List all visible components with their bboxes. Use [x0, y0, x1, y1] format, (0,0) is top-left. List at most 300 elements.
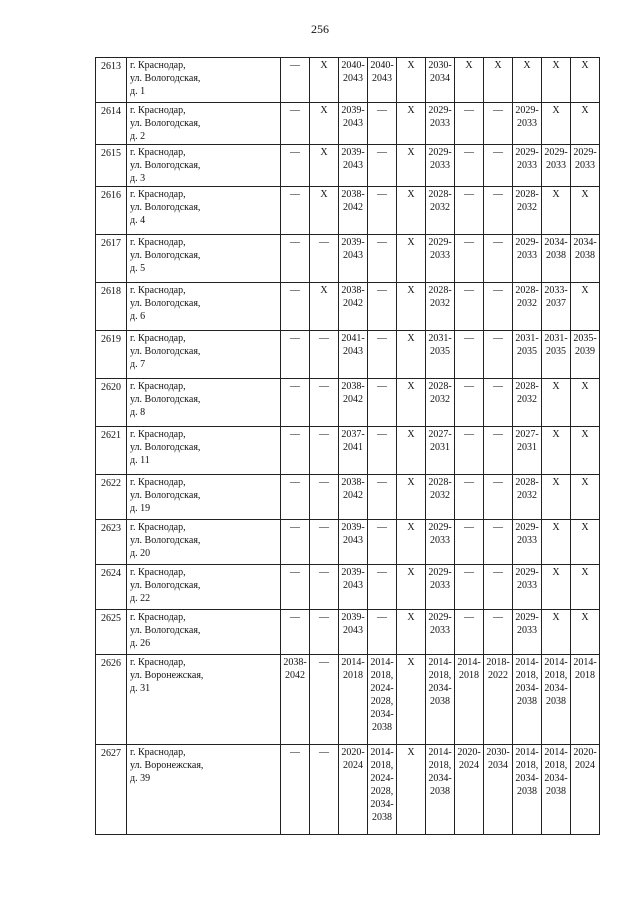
table-row	[96, 187, 600, 235]
value-cell	[339, 475, 368, 520]
address-line: д. 19	[130, 503, 151, 514]
value-cell	[368, 655, 397, 745]
register-table	[95, 57, 600, 835]
address-cell	[127, 331, 281, 379]
cell-value: —	[319, 567, 329, 578]
value-cell	[571, 427, 600, 475]
value-cell	[513, 475, 542, 520]
address-line: д. 6	[130, 311, 146, 322]
value-cell	[281, 103, 310, 145]
cell-value: 2028- 2032	[515, 477, 539, 501]
cell-value: 2029- 2033	[515, 105, 539, 129]
cell-value: —	[290, 381, 300, 392]
cell-value: 2027- 2031	[428, 429, 452, 453]
cell-value: 2014- 2018, 2024- 2028, 2034- 2038	[370, 747, 394, 823]
cell-value: —	[464, 567, 474, 578]
value-cell	[426, 145, 455, 187]
value-cell	[513, 745, 542, 835]
table-row	[96, 379, 600, 427]
address-line: ул. Вологодская,	[130, 394, 201, 405]
cell-value: —	[493, 285, 503, 296]
table-row	[96, 235, 600, 283]
value-cell	[310, 58, 339, 103]
value-cell	[455, 475, 484, 520]
value-cell	[513, 520, 542, 565]
cell-value: —	[319, 237, 329, 248]
cell-value: X	[320, 60, 328, 71]
cell-value: 2028- 2032	[428, 285, 452, 309]
cell-value: X	[407, 381, 415, 392]
cell-value: —	[377, 612, 387, 623]
cell-value: X	[407, 522, 415, 533]
cell-value: 2039- 2043	[341, 237, 365, 261]
value-cell	[339, 331, 368, 379]
cell-value: 2034- 2038	[573, 237, 597, 261]
cell-value: —	[377, 285, 387, 296]
cell-value: 2031- 2035	[515, 333, 539, 357]
value-cell	[310, 745, 339, 835]
cell-value: —	[464, 105, 474, 116]
address-cell	[127, 235, 281, 283]
value-cell	[455, 379, 484, 427]
cell-value: —	[493, 105, 503, 116]
cell-value: —	[290, 237, 300, 248]
cell-value: —	[319, 522, 329, 533]
table-row	[96, 58, 600, 103]
cell-value: 2039- 2043	[341, 612, 365, 636]
value-cell	[513, 58, 542, 103]
cell-value: 2039- 2043	[341, 147, 365, 171]
table-row	[96, 655, 600, 745]
value-cell	[426, 520, 455, 565]
cell-value: —	[464, 189, 474, 200]
cell-value: 2033- 2037	[544, 285, 568, 309]
cell-value: —	[377, 381, 387, 392]
value-cell	[339, 187, 368, 235]
row-number: 2616	[96, 187, 127, 235]
cell-value: —	[464, 522, 474, 533]
cell-value: 2020- 2024	[457, 747, 481, 771]
row-number: 2624	[96, 565, 127, 610]
value-cell	[542, 745, 571, 835]
cell-value: —	[319, 747, 329, 758]
table-row	[96, 520, 600, 565]
value-cell	[310, 283, 339, 331]
cell-value: X	[581, 477, 589, 488]
value-cell	[368, 475, 397, 520]
value-cell	[368, 427, 397, 475]
table-row	[96, 610, 600, 655]
value-cell	[571, 565, 600, 610]
cell-value: 2014- 2018, 2034- 2038	[544, 657, 568, 707]
address-line: д. 11	[130, 455, 150, 466]
row-number: 2622	[96, 475, 127, 520]
value-cell	[281, 235, 310, 283]
value-cell	[310, 565, 339, 610]
value-cell	[542, 655, 571, 745]
address-line: д. 3	[130, 173, 146, 184]
cell-value: 2028- 2032	[428, 381, 452, 405]
address-cell	[127, 187, 281, 235]
value-cell	[426, 475, 455, 520]
value-cell	[368, 520, 397, 565]
value-cell	[542, 331, 571, 379]
cell-value: —	[377, 567, 387, 578]
cell-value: 2038- 2042	[341, 381, 365, 405]
value-cell	[484, 520, 513, 565]
value-cell	[571, 475, 600, 520]
address-line: д. 5	[130, 263, 146, 274]
address-line: ул. Воронежская,	[130, 670, 204, 681]
address-line: д. 1	[130, 86, 146, 97]
table-row	[96, 475, 600, 520]
value-cell	[339, 655, 368, 745]
value-cell	[368, 283, 397, 331]
value-cell	[368, 187, 397, 235]
cell-value: 2039- 2043	[341, 105, 365, 129]
value-cell	[484, 655, 513, 745]
cell-value: —	[464, 477, 474, 488]
cell-value: —	[290, 333, 300, 344]
value-cell	[339, 58, 368, 103]
value-cell	[455, 103, 484, 145]
cell-value: —	[290, 147, 300, 158]
value-cell	[339, 379, 368, 427]
value-cell	[513, 283, 542, 331]
cell-value: X	[552, 429, 560, 440]
value-cell	[484, 475, 513, 520]
value-cell	[368, 58, 397, 103]
cell-value: 2014- 2018, 2024- 2028, 2034- 2038	[370, 657, 394, 733]
address-cell	[127, 103, 281, 145]
row-number: 2618	[96, 283, 127, 331]
cell-value: X	[407, 657, 415, 668]
cell-value: 2020- 2024	[341, 747, 365, 771]
value-cell	[542, 145, 571, 187]
cell-value: 2030- 2034	[428, 60, 452, 84]
row-number: 2626	[96, 655, 127, 745]
value-cell	[397, 655, 426, 745]
cell-value: —	[493, 567, 503, 578]
cell-value: X	[581, 612, 589, 623]
value-cell	[397, 145, 426, 187]
address-line: г. Краснодар,	[130, 747, 186, 758]
value-cell	[281, 187, 310, 235]
cell-value: 2018- 2022	[486, 657, 510, 681]
value-cell	[542, 475, 571, 520]
value-cell	[455, 235, 484, 283]
row-number: 2623	[96, 520, 127, 565]
address-line: ул. Вологодская,	[130, 490, 201, 501]
value-cell	[368, 235, 397, 283]
cell-value: X	[407, 333, 415, 344]
cell-value: 2029- 2033	[428, 237, 452, 261]
cell-value: —	[493, 147, 503, 158]
value-cell	[397, 427, 426, 475]
value-cell	[484, 331, 513, 379]
value-cell	[484, 379, 513, 427]
value-cell	[484, 187, 513, 235]
cell-value: 2028- 2032	[515, 381, 539, 405]
address-cell	[127, 145, 281, 187]
row-number: 2617	[96, 235, 127, 283]
value-cell	[339, 745, 368, 835]
value-cell	[397, 379, 426, 427]
value-cell	[426, 655, 455, 745]
value-cell	[397, 283, 426, 331]
address-line: г. Краснодар,	[130, 522, 186, 533]
cell-value: 2035- 2039	[573, 333, 597, 357]
address-cell	[127, 427, 281, 475]
cell-value: —	[377, 105, 387, 116]
table-row	[96, 427, 600, 475]
value-cell	[455, 58, 484, 103]
value-cell	[455, 520, 484, 565]
row-number: 2627	[96, 745, 127, 835]
cell-value: 2038- 2042	[341, 285, 365, 309]
value-cell	[426, 331, 455, 379]
value-cell	[339, 610, 368, 655]
value-cell	[397, 475, 426, 520]
value-cell	[513, 145, 542, 187]
value-cell	[571, 235, 600, 283]
cell-value: X	[407, 477, 415, 488]
value-cell	[397, 610, 426, 655]
cell-value: —	[493, 333, 503, 344]
cell-value: 2014- 2018, 2034- 2038	[515, 657, 539, 707]
value-cell	[281, 58, 310, 103]
cell-value: —	[493, 429, 503, 440]
cell-value: 2031- 2035	[428, 333, 452, 357]
value-cell	[397, 565, 426, 610]
value-cell	[484, 610, 513, 655]
cell-value: X	[552, 567, 560, 578]
cell-value: —	[464, 429, 474, 440]
cell-value: 2029- 2033	[515, 522, 539, 546]
value-cell	[484, 235, 513, 283]
value-cell	[542, 103, 571, 145]
table-row	[96, 145, 600, 187]
value-cell	[397, 187, 426, 235]
value-cell	[542, 187, 571, 235]
cell-value: 2038- 2042	[341, 189, 365, 213]
address-line: ул. Вологодская,	[130, 625, 201, 636]
value-cell	[455, 187, 484, 235]
address-line: г. Краснодар,	[130, 60, 186, 71]
value-cell	[455, 610, 484, 655]
address-line: д. 31	[130, 683, 151, 694]
address-line: ул. Вологодская,	[130, 250, 201, 261]
value-cell	[397, 520, 426, 565]
address-line: г. Краснодар,	[130, 429, 186, 440]
value-cell	[571, 520, 600, 565]
cell-value: X	[581, 381, 589, 392]
cell-value: —	[319, 657, 329, 668]
value-cell	[484, 58, 513, 103]
value-cell	[455, 331, 484, 379]
value-cell	[339, 427, 368, 475]
cell-value: 2040- 2043	[341, 60, 365, 84]
address-line: д. 26	[130, 638, 151, 649]
row-number: 2621	[96, 427, 127, 475]
row-number: 2619	[96, 331, 127, 379]
address-line: ул. Вологодская,	[130, 73, 201, 84]
cell-value: X	[407, 60, 415, 71]
cell-value: X	[407, 747, 415, 758]
address-cell	[127, 565, 281, 610]
value-cell	[484, 565, 513, 610]
value-cell	[310, 520, 339, 565]
value-cell	[368, 565, 397, 610]
value-cell	[281, 331, 310, 379]
value-cell	[426, 58, 455, 103]
cell-value: 2029- 2033	[515, 567, 539, 591]
value-cell	[281, 565, 310, 610]
value-cell	[513, 655, 542, 745]
value-cell	[513, 427, 542, 475]
cell-value: X	[552, 105, 560, 116]
cell-value: —	[290, 105, 300, 116]
value-cell	[397, 331, 426, 379]
cell-value: X	[407, 429, 415, 440]
cell-value: 2038- 2042	[283, 657, 307, 681]
value-cell	[455, 745, 484, 835]
value-cell	[571, 58, 600, 103]
value-cell	[281, 283, 310, 331]
cell-value: X	[581, 60, 589, 71]
cell-value: 2028- 2032	[515, 285, 539, 309]
cell-value: X	[407, 189, 415, 200]
value-cell	[339, 235, 368, 283]
cell-value: 2030- 2034	[486, 747, 510, 771]
address-line: ул. Вологодская,	[130, 298, 201, 309]
value-cell	[339, 283, 368, 331]
value-cell	[368, 745, 397, 835]
value-cell	[426, 610, 455, 655]
value-cell	[310, 235, 339, 283]
value-cell	[542, 283, 571, 331]
cell-value: 2041- 2043	[341, 333, 365, 357]
cell-value: X	[552, 522, 560, 533]
cell-value: —	[464, 381, 474, 392]
address-line: ул. Вологодская,	[130, 160, 201, 171]
value-cell	[513, 187, 542, 235]
cell-value: 2027- 2031	[515, 429, 539, 453]
cell-value: —	[377, 522, 387, 533]
cell-value: X	[581, 189, 589, 200]
cell-value: 2028- 2032	[515, 189, 539, 213]
cell-value: 2028- 2032	[428, 189, 452, 213]
value-cell	[426, 745, 455, 835]
address-line: д. 2	[130, 131, 146, 142]
cell-value: —	[319, 333, 329, 344]
cell-value: 2029- 2033	[515, 237, 539, 261]
cell-value: 2029- 2033	[428, 147, 452, 171]
value-cell	[542, 427, 571, 475]
table-row	[96, 565, 600, 610]
value-cell	[513, 610, 542, 655]
cell-value: 2020- 2024	[573, 747, 597, 771]
cell-value: —	[493, 237, 503, 248]
cell-value: 2037- 2041	[341, 429, 365, 453]
cell-value: —	[290, 477, 300, 488]
row-number: 2615	[96, 145, 127, 187]
value-cell	[310, 379, 339, 427]
cell-value: X	[581, 429, 589, 440]
cell-value: X	[494, 60, 502, 71]
cell-value: 2029- 2033	[428, 105, 452, 129]
address-line: ул. Вологодская,	[130, 580, 201, 591]
value-cell	[281, 379, 310, 427]
cell-value: 2029- 2033	[573, 147, 597, 171]
value-cell	[281, 610, 310, 655]
value-cell	[571, 610, 600, 655]
value-cell	[484, 145, 513, 187]
value-cell	[542, 379, 571, 427]
cell-value: 2028- 2032	[428, 477, 452, 501]
cell-value: X	[407, 105, 415, 116]
value-cell	[339, 565, 368, 610]
cell-value: X	[552, 189, 560, 200]
value-cell	[484, 283, 513, 331]
cell-value: —	[290, 612, 300, 623]
table-row	[96, 331, 600, 379]
address-cell	[127, 475, 281, 520]
cell-value: 2014- 2018, 2034- 2038	[428, 747, 452, 797]
cell-value: X	[407, 285, 415, 296]
address-cell	[127, 610, 281, 655]
cell-value: —	[290, 60, 300, 71]
value-cell	[426, 103, 455, 145]
cell-value: X	[552, 381, 560, 392]
value-cell	[513, 379, 542, 427]
cell-value: 2039- 2043	[341, 567, 365, 591]
address-line: д. 7	[130, 359, 146, 370]
value-cell	[571, 745, 600, 835]
address-cell	[127, 379, 281, 427]
value-cell	[455, 427, 484, 475]
value-cell	[426, 379, 455, 427]
value-cell	[397, 745, 426, 835]
address-line: г. Краснодар,	[130, 285, 186, 296]
address-cell	[127, 520, 281, 565]
cell-value: —	[319, 429, 329, 440]
value-cell	[281, 655, 310, 745]
value-cell	[455, 283, 484, 331]
cell-value: —	[493, 522, 503, 533]
cell-value: —	[464, 333, 474, 344]
address-line: г. Краснодар,	[130, 612, 186, 623]
value-cell	[455, 565, 484, 610]
address-cell	[127, 283, 281, 331]
value-cell	[339, 145, 368, 187]
value-cell	[571, 379, 600, 427]
address-line: г. Краснодар,	[130, 657, 186, 668]
value-cell	[310, 187, 339, 235]
cell-value: —	[319, 612, 329, 623]
cell-value: 2029- 2033	[428, 522, 452, 546]
address-line: д. 8	[130, 407, 146, 418]
address-line: г. Краснодар,	[130, 237, 186, 248]
value-cell	[368, 331, 397, 379]
address-cell	[127, 655, 281, 745]
row-number: 2625	[96, 610, 127, 655]
cell-value: —	[464, 147, 474, 158]
value-cell	[368, 379, 397, 427]
cell-value: X	[407, 612, 415, 623]
value-cell	[281, 475, 310, 520]
cell-value: —	[377, 147, 387, 158]
